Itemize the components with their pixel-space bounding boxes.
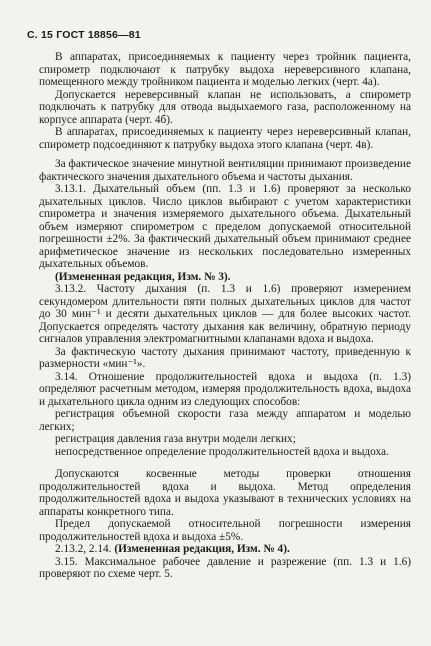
list-item-pressure-registration: регистрация давления газа внутри модели легких;: [55, 433, 296, 445]
paragraph-3-14: 3.14. Отношение продолжительностей вдоха и выдоха (п. 1.3) определяют расчетным методом, измеряя продолжительность вдоха, выдоха и дыхательного цикла одним из следующих способов:: [39, 370, 411, 408]
page-header: С. 15 ГОСТ 18856—81: [27, 29, 141, 41]
paragraph-4: За фактическое значение минутной вентиляции принимают произведение фактического значения дыхательного объема и частоты дыхания.: [39, 158, 411, 183]
amendment-note-3: (Измененная редакция, Изм. № 3).: [55, 270, 231, 283]
amendment-text: (Измененная редакция, Изм. № 4).: [114, 543, 290, 555]
paragraph-2: Допускается нереверсивный клапан не использовать, а спирометр подключать к патрубку для отвода выдыхаемого газа, расположенному на корпусе аппарата (черт. 4б).: [39, 88, 411, 126]
paragraph-actual-frequency: За фактическую частоту дыхания принимают частоту, приведенную к размерности «мин⁻¹».: [39, 345, 411, 370]
paragraph-error-limit: Предел допускаемой относительной погрешности измерения продолжительностей вдоха и выдоха ±5%.: [39, 518, 411, 543]
paragraph-1: В аппаратах, присоединяемых к пациенту через тройник пациента, спирометр подключают к патрубку выдоха нереверсивного клапана, помещенного между тройником пациента и моделью легких (черт. 4а).: [39, 51, 411, 88]
paragraph-3-13-1: 3.13.1. Дыхательный объем (пп. 1.3 и 1.6) проверяют за несколько дыхательных циклов. Число циклов выбирают с учетом характеристики спирометра и значения измеряемого дыхательного объема. Дыхательный объем измеряют спирометром с пределом допускаемой относительной погрешности ±2%. За фактический дыхательный объем принимают среднее арифметическое значение из нескольких последовательно измеренных дыхательных объемов.: [39, 183, 411, 270]
paragraph-3-13-2: 3.13.2. Частоту дыхания (п. 1.3 и 1.6) проверяют измерением секундомером длительности пяти полных дыхательных циклов для частот до 30 мин⁻¹ и десяти дыхательных циклов — для более высоких частот. Допускается определять частоту дыхания как величину, обратную периоду сигналов управления электромагнитными клапанами вдоха и выдоха.: [39, 283, 411, 345]
document-body: [39, 51, 411, 581]
paragraph-indirect-methods: Допускаются косвенные методы проверки отношения продолжительностей вдоха и выдоха. Метод определения продолжительностей вдоха и выдоха указывают в технических условиях на аппараты конкретного типа.: [39, 468, 411, 518]
list-item-direct-measurement: непосредственное определение продолжительностей вдоха и выдоха.: [55, 445, 389, 458]
amendment-note-4: [39, 543, 411, 556]
list-item-flow-registration: регистрация объемной скорости газа между аппаратом и моделью легких;: [39, 408, 411, 433]
amendment-ref: 2.13.2, 2.14.: [55, 543, 115, 555]
paragraph-3-15: 3.15. Максимальное рабочее давление и разрежение (пп. 1.3 и 1.6) проверяют по схеме черт. 5.: [39, 555, 411, 580]
paragraph-3: В аппаратах, присоединяемых к пациенту через нереверсивный клапан, спирометр подсоединяют к патрубку выдоха этого клапана (черт. 4в).: [39, 126, 411, 151]
